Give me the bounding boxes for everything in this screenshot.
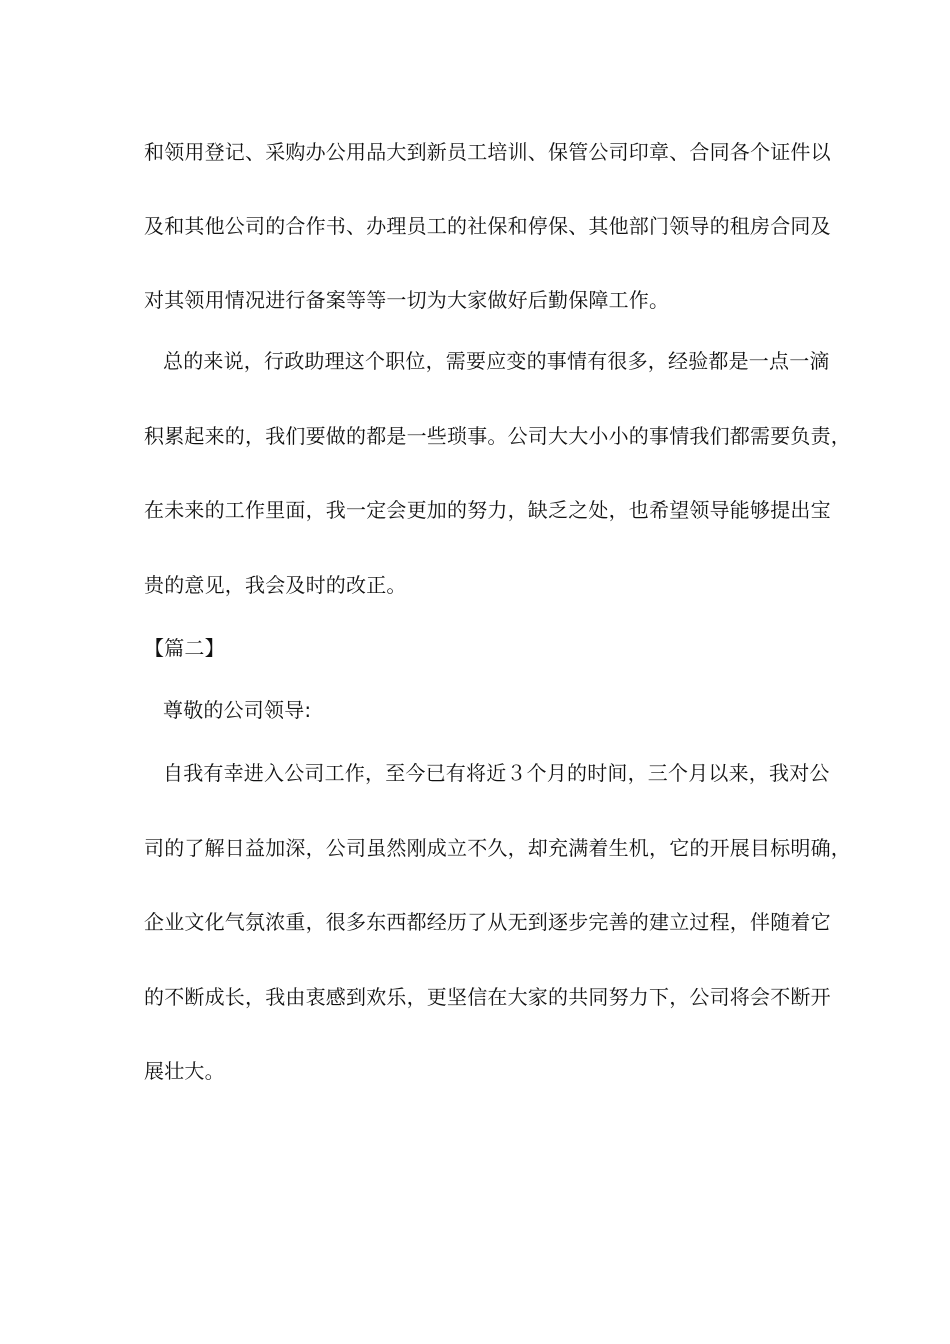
paragraph-line: 及和其他公司的合作书、办理员工的社保和停保、其他部门领导的租房合同及 (144, 214, 831, 238)
paragraph-line: 总的来说，行政助理这个职位，需要应变的事情有很多，经验都是一点一滴 (163, 349, 830, 373)
paragraph-line: 展壮大。 (144, 1059, 225, 1083)
paragraph-line: 和领用登记、采购办公用品大到新员工培训、保管公司印章、合同各个证件以 (144, 140, 831, 164)
paragraph-line: 对其领用情况进行备案等等一切为大家做好后勤保障工作。 (144, 288, 670, 312)
paragraph-line: 司的了解日益加深，公司虽然刚成立不久，却充满着生机，它的开展目标明确， (144, 836, 851, 860)
section-heading: 【篇二】 (144, 636, 225, 660)
salutation: 尊敬的公司领导: (163, 698, 312, 722)
paragraph-line: 在未来的工作里面，我一定会更加的努力，缺乏之处，也希望领导能够提出宝 (144, 498, 831, 522)
paragraph-line: 自我有幸进入公司工作，至今已有将近３个月的时间，三个月以来，我对公 (163, 761, 830, 785)
paragraph-line: 的不断成长，我由衷感到欢乐，更坚信在大家的共同努力下，公司将会不断开 (144, 985, 831, 1009)
paragraph-line: 企业文化气氛浓重，很多东西都经历了从无到逐步完善的建立过程，伴随着它 (144, 910, 831, 934)
paragraph-line: 贵的意见，我会及时的改正。 (144, 573, 407, 597)
paragraph-line: 积累起来的，我们要做的都是一些琐事。公司大大小小的事情我们都需要负责， (144, 424, 851, 448)
